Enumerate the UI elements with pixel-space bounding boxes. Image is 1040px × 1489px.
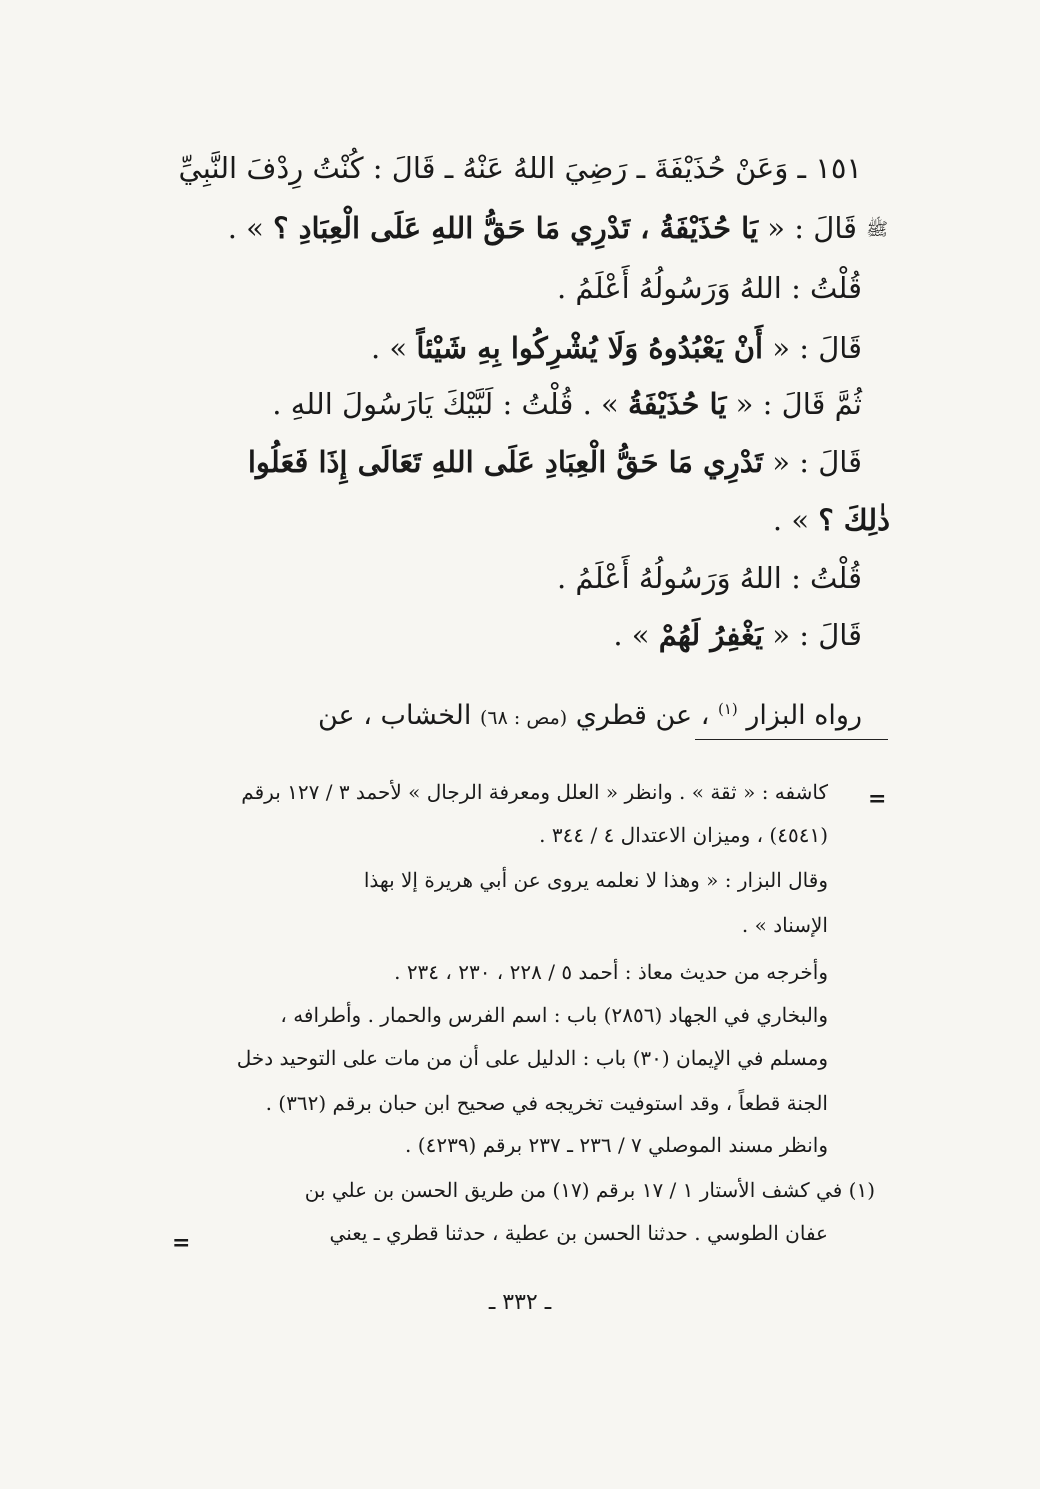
footnote-line-3: [364, 865, 828, 895]
footnote-separator: [695, 739, 888, 740]
footnote-line-11: [330, 1218, 828, 1248]
footnote-line-2: [539, 820, 828, 850]
hadith-line-8-text: قُلْتُ : اللهُ وَرَسُولُهُ أَعْلَمُ .: [557, 561, 862, 595]
quote-close: » .: [613, 618, 659, 652]
footnote-line-10-text: (١) في كشف الأستار ١ / ١٧ برقم (١٧) من طريق الحسن بن علي بن: [304, 1178, 875, 1202]
narration-text-a: رواه البزار: [746, 700, 862, 731]
footnote-line-4-text: الإسناد » .: [741, 913, 828, 937]
hadith-line-5: [272, 384, 862, 424]
quote-open: قَالَ : «: [758, 211, 858, 245]
prophet-speech: ذٰلِكَ ؟: [818, 503, 890, 537]
hadith-line-9: [613, 615, 862, 655]
quote-close: » .: [772, 503, 819, 537]
narration-text-c: الخشاب ، عن: [317, 700, 480, 731]
footnote-line-7-text: ومسلم في الإيمان (٣٠) باب : الدليل على أن من مات على التوحيد دخل: [236, 1046, 828, 1070]
quote-open: قَالَ : «: [763, 445, 862, 479]
footnote-line-1-text: كاشفه : « ثقة » . وانظر « العلل ومعرفة الرجال » لأحمد ٣ / ١٢٧ برقم: [241, 780, 828, 804]
sallam-glyph: ﷺ: [866, 219, 888, 240]
narration-text-b: ، عن قطري: [567, 700, 718, 731]
footnote-line-11-text: عفان الطوسي . حدثنا الحسن بن عطية ، حدثنا قطري ـ يعني: [329, 1221, 828, 1245]
hadith-line-1-text: ١٥١ ـ وَعَنْ حُذَيْفَةَ ـ رَضِيَ اللهُ عَنْهُ ـ قَالَ : كُنْتُ رِدْفَ النَّبِيِّ: [178, 151, 862, 185]
quote-open: قَالَ : «: [763, 331, 862, 365]
continuation-mark-top: =: [868, 786, 887, 812]
hadith-line-5-b: » . قُلْتُ : لَبَّيْكَ يَارَسُولَ اللهِ .: [272, 387, 629, 421]
footnote-ref: (١): [718, 700, 738, 718]
footnote-line-1: [241, 777, 828, 807]
hadith-line-4: [371, 328, 862, 368]
footnote-line-7: [237, 1043, 828, 1073]
footnote-line-9-text: وانظر مسند الموصلي ٧ / ٢٣٦ ـ ٢٣٧ برقم (٤٢٣٩) .: [405, 1133, 828, 1157]
hadith-line-6: [248, 442, 862, 482]
prophet-speech: أَنْ يَعْبُدُوهُ وَلَا يُشْرِكُوا بِهِ شَيْئاً: [416, 331, 764, 365]
prophet-speech: يَا حُذَيْفَةُ ، تَدْرِي مَا حَقُّ اللهِ عَلَى الْعِبَادِ ؟: [273, 211, 759, 245]
prophet-speech: يَغْفِرُ لَهُمْ: [658, 618, 764, 652]
hadith-line-3: [557, 268, 862, 308]
narration-line: [318, 700, 862, 731]
hadith-line-3-text: قُلْتُ : اللهُ وَرَسُولُهُ أَعْلَمُ .: [557, 271, 862, 305]
hadith-line-2: [228, 208, 888, 250]
prophet-speech: يَا حُذَيْفَةُ: [628, 387, 727, 421]
hadith-line-7: [773, 500, 890, 540]
footnote-line-10: [305, 1175, 875, 1205]
footnote-line-6: [280, 1000, 828, 1030]
hadith-line-1: [179, 148, 862, 188]
footnote-line-6-text: والبخاري في الجهاد (٢٨٥٦) باب : اسم الفرس والحمار . وأطرافه ،: [280, 1003, 828, 1027]
footnote-line-3-text: وقال البزار : « وهذا لا نعلمه يروى عن أبي هريرة إلا بهذا: [363, 868, 828, 892]
footnote-line-8-text: الجنة قطعاً ، وقد استوفيت تخريجه في صحيح ابن حبان برقم (٣٦٢) .: [265, 1091, 828, 1115]
prophet-speech: تَدْرِي مَا حَقُّ الْعِبَادِ عَلَى اللهِ تَعَالَى إِذَا فَعَلُوا: [247, 445, 764, 479]
footnote-line-2-text: (٤٥٤١) ، وميزان الاعتدال ٤ / ٣٤٤ .: [539, 823, 828, 847]
quote-close: » .: [227, 211, 274, 245]
footnote-line-5-text: وأخرجه من حديث معاذ : أحمد ٥ / ٢٢٨ ، ٢٣٠ ، ٢٣٤ .: [394, 960, 828, 984]
quote-close: » .: [371, 331, 417, 365]
footnote-line-5: [394, 957, 828, 987]
footnote-line-4: [742, 910, 828, 940]
continuation-mark-bottom: =: [172, 1230, 191, 1256]
hadith-line-8: [557, 558, 862, 598]
hadith-line-5-a: ثُمَّ قَالَ : «: [726, 387, 862, 421]
page-number: ـ ٣٣٢ ـ: [488, 1290, 552, 1315]
footnote-line-9: [405, 1130, 828, 1160]
quote-open: قَالَ : «: [763, 618, 862, 652]
footnote-line-8: [266, 1088, 828, 1118]
narration-paren: (مص : ٦٨): [480, 707, 568, 729]
